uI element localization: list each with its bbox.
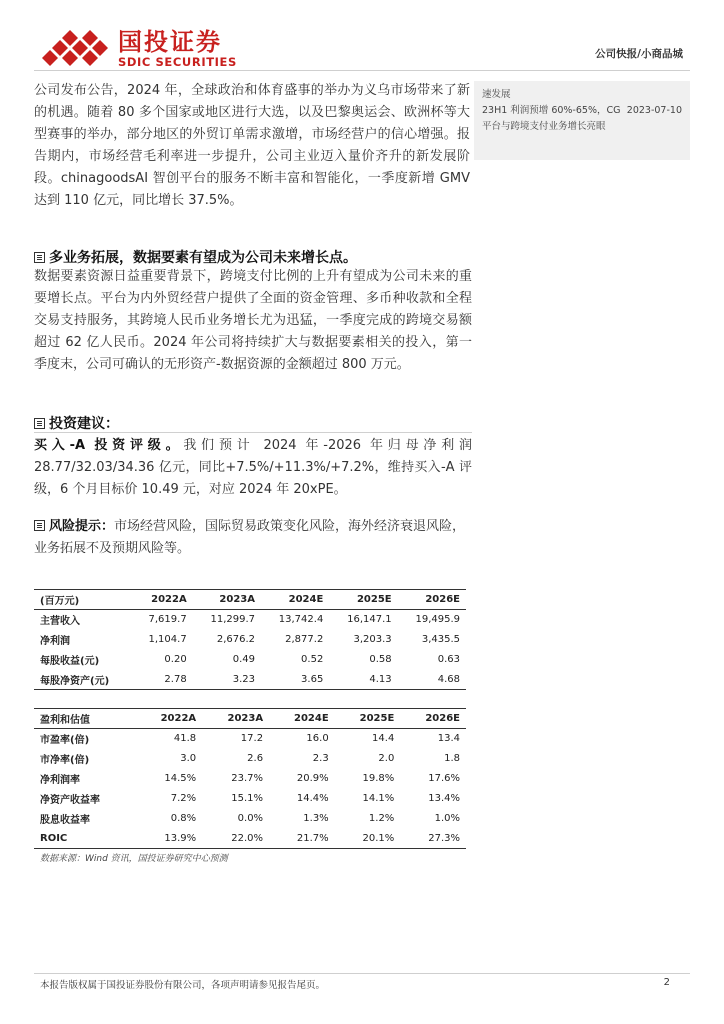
column-header: 2022A [151, 594, 187, 605]
related-report-title: 23H1 利润预增 60%-65%，CG 平台与跨境支付业务增长亮眼 [482, 105, 621, 132]
row-label: 每股收益(元) [40, 656, 100, 667]
table-cell: 19.8% [362, 773, 395, 784]
row-label: 市净率(倍) [40, 755, 90, 766]
related-report-date: 2023-07-10 [626, 105, 682, 116]
table-cell: 16.0 [306, 733, 329, 745]
table-cell: 14.1% [362, 793, 395, 804]
column-header: 2023A [227, 713, 264, 724]
rating-label: 买入-A 投资评级。 [34, 438, 184, 453]
page-number: 2 [663, 977, 670, 988]
table-cell: 2.78 [164, 673, 187, 685]
risk-text: 市场经营风险，国际贸易政策变化风险，海外经济衰退风险，业务拓展不及预期风险等。 [34, 519, 466, 556]
table-cell: 2.0 [378, 753, 395, 764]
intro-paragraph: 公司发布公告，2024 年，全球政治和体育盛事的举办为义乌市场带来了新的机遇。随着 80 多个国家或地区进行大选，以及巴黎奥运会、欧洲杯等大型赛事的举办，部分地区的外贸订单需求激增，市场经营户的信心增强。报告期内，市场经营毛利率进一步提升，公司主业迈入量价齐升的新发展阶段。chinagoodsAI 智创平台的服务不断丰富和智能化，一季度新增 GMV 达到 110 亿元，同比增长 37.5%。 [34, 83, 470, 208]
table-cell: 2.6 [247, 753, 264, 764]
table-cell: 0.8% [170, 813, 197, 824]
table-row [34, 749, 466, 769]
table-cell: 17.6% [428, 773, 460, 784]
related-report-title-tail: 速发展 [482, 89, 511, 100]
column-header: 2023A [219, 594, 255, 605]
column-header: 2026E [425, 713, 460, 724]
table-cell: 19,495.9 [415, 614, 460, 626]
logo-mark-icon [40, 28, 112, 68]
table-cell: 13.4% [428, 793, 460, 804]
column-header: 2022A [160, 713, 197, 724]
invest-text: 我们预计 2024 年-2026 年归母净利润 28.77/32.03/34.36 亿元，同比+7.5%/+11.3%/+7.2%，维持买入-A 评级，6 个月目标价 10.49 元，对应 2024 年 20xPE。 [34, 438, 473, 497]
table-cell: 1.0% [434, 813, 460, 824]
footer-divider [34, 973, 690, 974]
footer-disclaimer: 本报告版权属于国投证券股份有限公司，各项声明请参见报告尾页。 [40, 980, 326, 991]
table-cell: 11,299.7 [210, 614, 255, 626]
table-cell: 20.9% [296, 773, 329, 784]
row-label: 每股净资产(元) [40, 675, 110, 687]
related-report-item[interactable] [482, 103, 682, 135]
column-header: 2024E [294, 713, 329, 724]
row-label: 主营收入 [40, 616, 80, 628]
table-cell: 3,203.3 [353, 634, 392, 645]
table-row [34, 829, 466, 849]
table-cell: 0.0% [237, 813, 264, 824]
column-header: 2026E [425, 594, 460, 605]
table-cell: 7,619.7 [148, 614, 187, 626]
table-row [34, 610, 466, 630]
logo-english-name: SDIC SECURITIES [118, 55, 237, 69]
row-label: 股息收益率 [40, 815, 90, 826]
related-reports-panel [474, 81, 690, 160]
table-cell: 16,147.1 [347, 614, 392, 626]
table-row [34, 670, 466, 690]
table-row [34, 809, 466, 829]
financial-summary-table [34, 589, 466, 690]
business-paragraph: 数据要素资源日益重要背景下，跨境支付比例的上升有望成为公司未来的重要增长点。平台为内外贸经营户提供了全面的资金管理、多币种收款和全程交易支持服务，其跨境人民币业务增长尤为迅猛，一季度完成的跨境交易额超过 62 亿人民币。2024 年公司将持续扩大与数据要素相关的投入，第一季度末，公司可确认的无形资产-数据资源的金额超过 800 万元。 [34, 269, 472, 372]
table-cell: 21.7% [296, 832, 329, 844]
table-cell: 13.9% [164, 832, 197, 844]
table-cell: 15.1% [231, 793, 264, 804]
table-cell: 0.63 [437, 654, 460, 665]
table-cell: 4.68 [437, 673, 460, 685]
table-cell: 14.4% [296, 793, 329, 804]
table-row [34, 630, 466, 650]
invest-paragraph [34, 435, 472, 501]
table-cell: 2,877.2 [285, 634, 324, 645]
table-row [34, 650, 466, 670]
table-header-row [34, 709, 466, 729]
table-cell: 0.58 [369, 654, 392, 665]
business-heading-text: 多业务拓展，数据要素有望成为公司未来增长点。 [49, 250, 357, 266]
section-marker-icon [34, 520, 45, 531]
section-marker-icon [34, 252, 45, 263]
company-logo [40, 28, 250, 68]
table-cell: 14.4 [372, 733, 395, 745]
table-cell: 3,435.5 [421, 634, 460, 645]
table-cell: 0.20 [164, 654, 187, 665]
row-label: 净利润率 [40, 775, 80, 786]
table-cell: 23.7% [231, 773, 264, 784]
risk-paragraph [34, 516, 474, 560]
valuation-table [34, 708, 466, 849]
table-cell: 7.2% [170, 793, 197, 804]
column-header: 盈利和估值 [40, 715, 90, 726]
column-header: 2025E [359, 713, 395, 724]
table-cell: 3.65 [301, 673, 324, 685]
table-cell: 20.1% [362, 832, 395, 844]
table-cell: 27.3% [428, 832, 460, 844]
invest-heading-text: 投资建议： [49, 416, 119, 432]
table-cell: 1,104.7 [148, 634, 187, 645]
document-type: 公司快报/小商品城 [595, 48, 683, 60]
table-row [34, 789, 466, 809]
column-header: (百万元) [40, 596, 80, 607]
column-header: 2024E [288, 594, 324, 605]
table-cell: 17.2 [240, 733, 264, 745]
table-cell: 14.5% [164, 773, 197, 784]
table-row [34, 769, 466, 789]
row-label: 净资产收益率 [40, 795, 100, 806]
table-cell: 22.0% [231, 832, 264, 844]
invest-divider [34, 432, 472, 433]
table-cell: 41.8 [173, 733, 197, 745]
row-label: 市盈率(倍) [40, 735, 90, 747]
table-cell: 1.3% [303, 813, 329, 824]
table-cell: 2.3 [312, 753, 329, 764]
section-marker-icon [34, 418, 45, 429]
table-cell: 3.0 [180, 753, 197, 764]
table-cell: 2,676.2 [216, 634, 255, 645]
table-cell: 0.52 [301, 654, 324, 665]
header-divider [34, 70, 690, 71]
table-cell: 4.13 [369, 673, 392, 685]
table-cell: 13.4 [437, 733, 460, 745]
business-section-heading [34, 247, 357, 267]
row-label: 净利润 [40, 636, 70, 647]
risk-label: 风险提示： [49, 519, 115, 534]
table-header-row [34, 590, 466, 610]
column-header: 2025E [356, 594, 392, 605]
table-cell: 13,742.4 [278, 614, 324, 626]
table-cell: 1.8 [444, 753, 460, 764]
row-label: ROIC [40, 832, 68, 844]
data-source-note: 数据来源：Wind 资讯，国投证券研究中心预测 [40, 854, 228, 864]
invest-section-heading [34, 413, 119, 433]
logo-chinese-name: 国投证券 [118, 28, 222, 56]
table-cell: 0.49 [232, 654, 255, 665]
table-cell: 3.23 [232, 673, 255, 685]
table-cell: 1.2% [368, 813, 395, 824]
table-row [34, 729, 466, 749]
